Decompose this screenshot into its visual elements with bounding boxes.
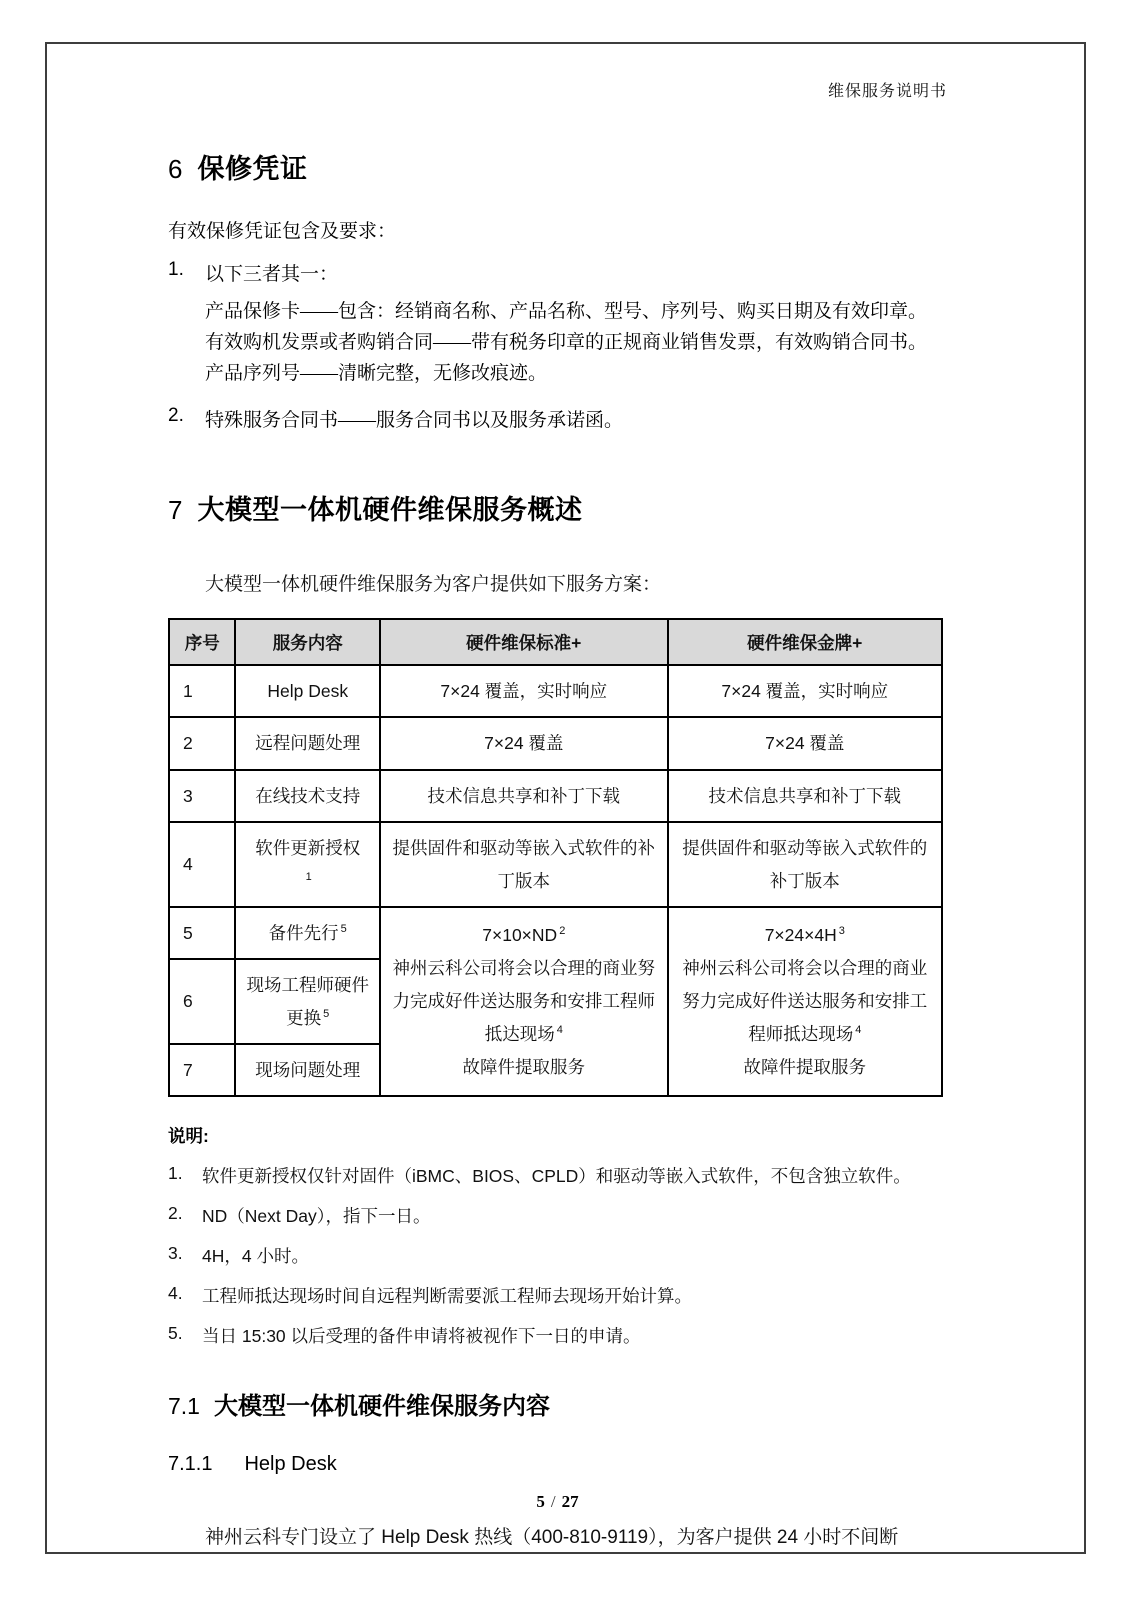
sub-line-2: 有效购机发票或者购销合同——带有税务印章的正规商业销售发票，有效购销合同书。 xyxy=(205,332,928,353)
footer-separator: / xyxy=(550,1492,556,1511)
page-border xyxy=(45,42,1086,1554)
section-7-1-number: 7.1 xyxy=(168,1393,200,1420)
row4-service-text: 软件更新授权 xyxy=(255,838,361,859)
sub-line-1: 产品保修卡——包含：经销商名称、产品名称、型号、序列号、购买日期及有效印章。 xyxy=(205,301,928,322)
row1-standard: 7×24 覆盖，实时响应 xyxy=(380,665,668,717)
row6-no: 6 xyxy=(169,959,235,1044)
list-item-2-number: 2. xyxy=(168,405,184,426)
standard-body: 神州云科公司将会以合理的商业努力完成好件送达服务和安排工程师抵达现场 $^4$ xyxy=(392,958,656,1045)
note-1-text: 软件更新授权仅针对固件（iBMC、BIOS、CPLD）和驱动等嵌入式软件，不包含独立软件。 xyxy=(202,1166,911,1187)
standard-body-footnote: 4 xyxy=(556,1024,563,1037)
note-4-text: 工程师抵达现场时间自远程判断需要派工程师去现场开始计算。 xyxy=(202,1286,692,1307)
header-standard: 硬件维保标准+ xyxy=(380,619,668,665)
section-7-1-1-number: 7.1.1 xyxy=(168,1453,213,1476)
header-no: 序号 xyxy=(169,619,235,665)
table-row xyxy=(169,907,942,959)
standard-sla-footnote: 2 xyxy=(559,925,566,938)
row5-no: 5 xyxy=(169,907,235,959)
notes-label: 说明: xyxy=(168,1126,209,1147)
note-1-number: 1. xyxy=(168,1163,183,1184)
table-header-row xyxy=(169,619,942,665)
sub-line-3: 产品序列号——清晰完整，无修改痕迹。 xyxy=(205,363,548,384)
row4-gold: 提供固件和驱动等嵌入式软件的补丁版本 xyxy=(668,822,942,907)
row4-service-footnote: 1 xyxy=(305,870,312,883)
note-item-5 xyxy=(168,1323,947,1348)
note-item-4 xyxy=(168,1283,947,1308)
list-item-1 xyxy=(168,259,947,286)
row4-no: 4 xyxy=(169,822,235,907)
merged-standard-cell xyxy=(380,907,668,1097)
merged-gold-cell xyxy=(668,907,942,1097)
section-7-1-1-title: Help Desk xyxy=(244,1453,337,1476)
section-6-number: 6 xyxy=(168,154,183,184)
service-plan-table xyxy=(168,618,943,1097)
list-item-2 xyxy=(168,405,947,432)
row6-service xyxy=(235,959,380,1044)
row2-service: 远程问题处理 xyxy=(235,717,380,769)
row1-service: Help Desk xyxy=(235,665,380,717)
section-6-heading xyxy=(168,147,947,186)
note-3-number: 3. xyxy=(168,1243,183,1264)
page-content xyxy=(168,44,947,1552)
note-4-number: 4. xyxy=(168,1283,183,1304)
note-5-number: 5. xyxy=(168,1323,183,1344)
page-footer xyxy=(168,1492,947,1512)
section-7-heading xyxy=(168,488,947,527)
table-row xyxy=(169,717,942,769)
gold-extra: 故障件提取服务 xyxy=(743,1057,867,1078)
note-item-2 xyxy=(168,1203,947,1228)
section-6-title: 保修凭证 xyxy=(197,154,308,184)
section-6-intro: 有效保修凭证包含及要求： xyxy=(168,221,397,242)
section-7-1-title: 大模型一体机硬件维保服务内容 xyxy=(213,1393,550,1421)
list-item-2-text: 特殊服务合同书——服务合同书以及服务承诺函。 xyxy=(205,410,624,431)
list-item-1-subparagraph xyxy=(205,296,947,389)
row2-gold: 7×24 覆盖 xyxy=(668,717,942,769)
footer-page-total: 27 xyxy=(561,1492,579,1511)
gold-body: 神州云科公司将会以合理的商业努力完成好件送达服务和安排工程师抵达现场 $^4$ xyxy=(682,958,928,1045)
standard-sla: 7×10×ND $^2$ xyxy=(482,925,566,946)
row2-no: 2 xyxy=(169,717,235,769)
row7-no: 7 xyxy=(169,1044,235,1096)
header-service: 服务内容 xyxy=(235,619,380,665)
note-2-text: ND（Next Day），指下一日。 xyxy=(202,1206,431,1227)
row5-service-footnote: 5 xyxy=(340,923,347,936)
section-7-intro: 大模型一体机硬件维保服务为客户提供如下服务方案： xyxy=(205,574,662,595)
table-row xyxy=(169,822,942,907)
note-3-text: 4H，4 小时。 xyxy=(202,1246,309,1267)
row4-standard: 提供固件和驱动等嵌入式软件的补丁版本 xyxy=(380,822,668,907)
section-7-number: 7 xyxy=(168,495,183,525)
helpdesk-paragraph: 神州云科专门设立了 Help Desk 热线（400-810-9119），为客户提供 24 小时不间断 xyxy=(205,1527,899,1549)
header-gold: 硬件维保金牌+ xyxy=(668,619,942,665)
table-row xyxy=(169,770,942,822)
running-header: 维保服务说明书 xyxy=(827,83,947,100)
section-7-1-1-heading xyxy=(168,1453,947,1476)
gold-sla: 7×24×4H $^3$ xyxy=(764,925,845,946)
row3-service: 在线技术支持 xyxy=(235,770,380,822)
table-row xyxy=(169,665,942,717)
row2-standard: 7×24 覆盖 xyxy=(380,717,668,769)
section-7-title: 大模型一体机硬件维保服务概述 xyxy=(197,495,583,525)
row5-service-text: 备件先行 xyxy=(268,922,339,943)
note-item-1 xyxy=(168,1163,947,1188)
row6-service-text: 现场工程师硬件更换 xyxy=(246,975,369,1028)
gold-sla-footnote: 3 xyxy=(838,925,845,938)
list-item-1-number: 1. xyxy=(168,259,184,280)
row1-gold: 7×24 覆盖，实时响应 xyxy=(668,665,942,717)
note-5-text: 当日 15:30 以后受理的备件申请将被视作下一日的申请。 xyxy=(202,1326,641,1347)
list-item-1-text: 以下三者其一： xyxy=(205,264,339,285)
section-7-1-heading xyxy=(168,1386,947,1421)
gold-body-footnote: 4 xyxy=(855,1024,862,1037)
row7-service: 现场问题处理 xyxy=(235,1044,380,1096)
note-2-number: 2. xyxy=(168,1203,183,1224)
row3-gold: 技术信息共享和补丁下载 xyxy=(668,770,942,822)
note-item-3 xyxy=(168,1243,947,1268)
row3-standard: 技术信息共享和补丁下载 xyxy=(380,770,668,822)
row1-no: 1 xyxy=(169,665,235,717)
row3-no: 3 xyxy=(169,770,235,822)
standard-extra: 故障件提取服务 xyxy=(462,1057,586,1078)
row5-service xyxy=(235,907,380,959)
row6-service-footnote: 5 xyxy=(323,1007,330,1020)
footer-page-number: 5 xyxy=(536,1492,545,1511)
row4-service xyxy=(235,822,380,907)
